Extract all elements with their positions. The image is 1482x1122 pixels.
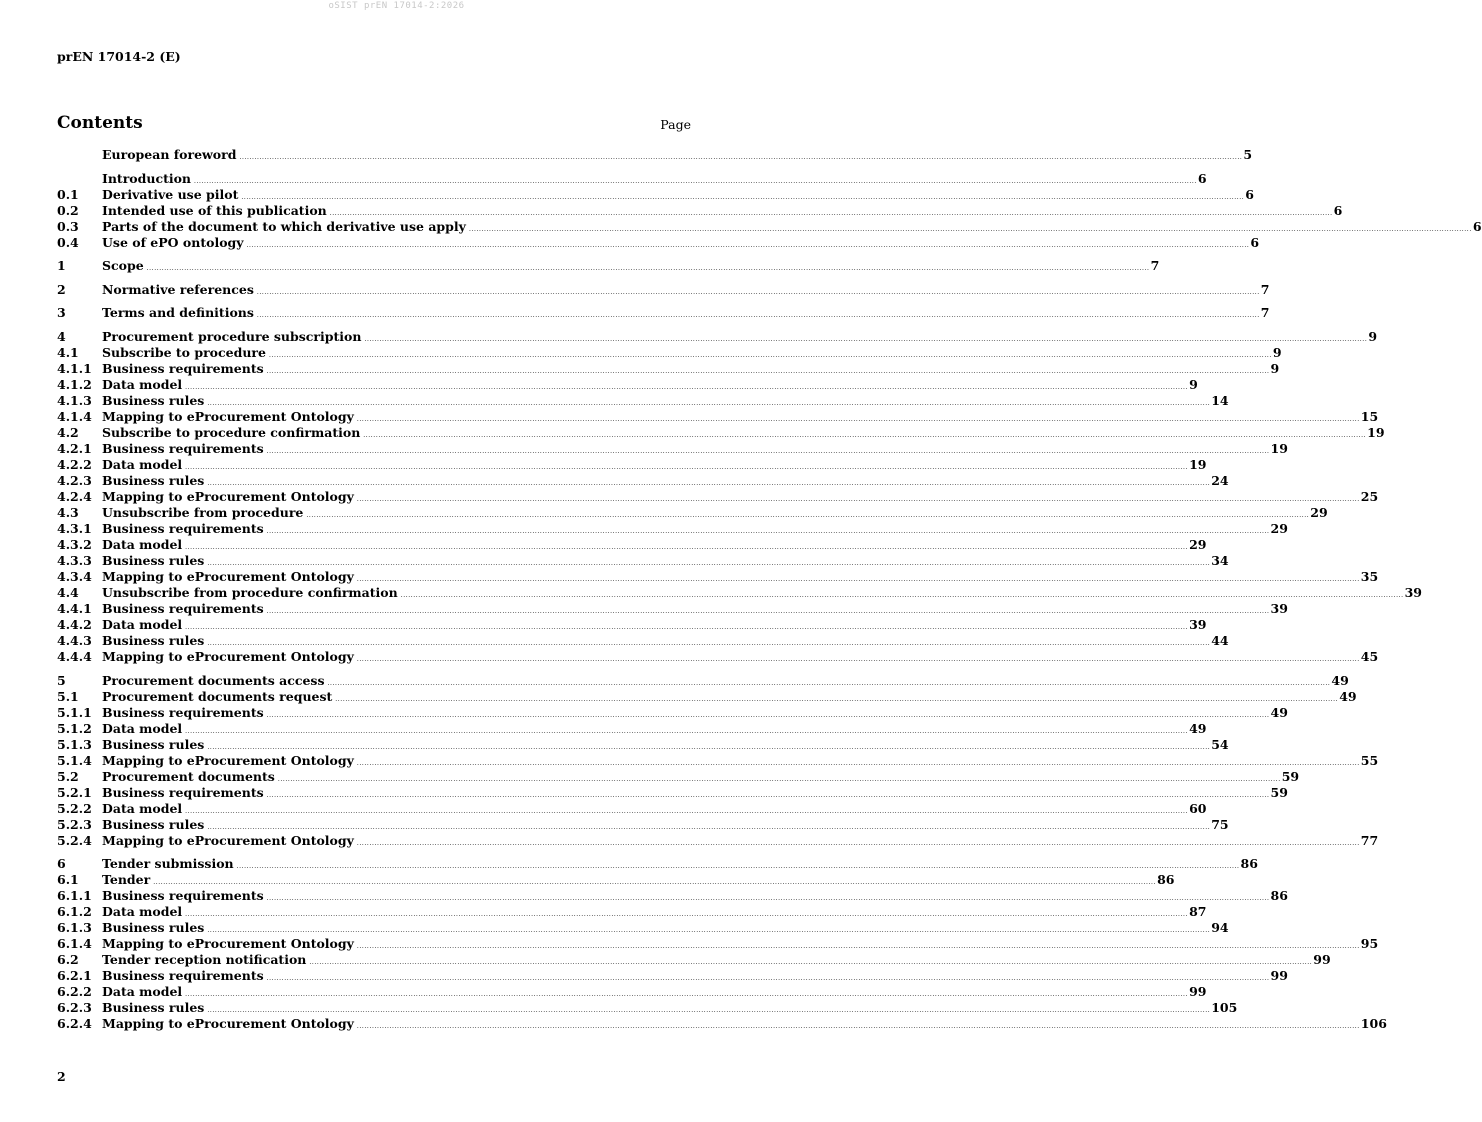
- toc-entry-page: 6: [1250, 234, 1260, 250]
- toc-entry[interactable]: [57, 392, 1229, 409]
- toc-entry-number: 4.3.4: [57, 568, 92, 584]
- toc-dot-leader: ................................................................................................................................................................................................................................................................................................................................................................................................................: [185, 543, 1189, 551]
- toc-entry-page: 106: [1360, 1016, 1387, 1032]
- toc-entry[interactable]: [57, 832, 1379, 849]
- toc-entry[interactable]: [57, 632, 1229, 649]
- toc-entry-title: Business requirements: [102, 784, 264, 800]
- toc-entry-page: 95: [1360, 936, 1379, 952]
- toc-entry-number: 4.3.1: [57, 520, 92, 536]
- toc-entry-number: 6.2.3: [57, 1000, 92, 1016]
- toc-dot-leader: ................................................................................................................................................................................................................................................................................................................................................................................................................: [356, 415, 1360, 423]
- toc-entry-page: 25: [1360, 488, 1379, 504]
- toc-entry-number: 0.4: [57, 234, 79, 250]
- toc-entry[interactable]: [57, 616, 1207, 633]
- toc-entry-number: 6.1: [57, 872, 79, 888]
- toc-entry[interactable]: [57, 872, 1175, 888]
- toc-entry[interactable]: [57, 816, 1229, 833]
- toc-entry-title: Data model: [102, 456, 183, 472]
- toc-entry-number: 4.4: [57, 584, 79, 600]
- toc-entry-number: 6.2.1: [57, 968, 92, 984]
- toc-entry[interactable]: [57, 672, 1349, 689]
- toc-dot-leader: ................................................................................................................................................................................................................................................................................................................................................................................................................: [266, 607, 1270, 615]
- toc-entry-page: 7: [1150, 258, 1160, 274]
- toc-dot-leader: ................................................................................................................................................................................................................................................................................................................................................................................................................: [185, 463, 1189, 471]
- toc-dot-leader: ................................................................................................................................................................................................................................................................................................................................................................................................................: [236, 863, 1240, 871]
- toc-entry-title: European foreword: [102, 147, 237, 162]
- toc-entry[interactable]: [57, 440, 1288, 457]
- toc-dot-leader: ................................................................................................................................................................................................................................................................................................................................................................................................................: [268, 351, 1272, 359]
- toc-dot-leader: ................................................................................................................................................................................................................................................................................................................................................................................................................: [356, 655, 1360, 663]
- toc-entry-title: Subscribe to procedure confirmation: [102, 424, 361, 440]
- toc-entry-page: 9: [1270, 360, 1280, 376]
- toc-dot-leader: ................................................................................................................................................................................................................................................................................................................................................................................................................: [356, 1023, 1360, 1031]
- toc-entry-page: 7: [1260, 305, 1270, 321]
- toc-entry[interactable]: [57, 147, 1253, 163]
- toc-entry[interactable]: [57, 456, 1207, 473]
- toc-dot-leader: ................................................................................................................................................................................................................................................................................................................................................................................................................: [364, 335, 1368, 343]
- toc-entry-page: 49: [1189, 720, 1207, 736]
- toc-entry-title: Unsubscribe from procedure: [102, 504, 304, 520]
- toc-entry-page: 39: [1189, 616, 1207, 632]
- toc-entry-number: 2: [57, 281, 66, 297]
- toc-entry-page: 55: [1360, 752, 1379, 768]
- toc-entry-page: 44: [1211, 632, 1229, 648]
- toc-entry[interactable]: [57, 984, 1207, 1000]
- toc-entry-page: 15: [1360, 408, 1379, 424]
- toc-entry-page: 9: [1272, 344, 1282, 360]
- toc-entry-number: 5.2.1: [57, 784, 92, 800]
- toc-dot-leader: ................................................................................................................................................................................................................................................................................................................................................................................................................: [246, 241, 1250, 249]
- toc-entry[interactable]: [57, 488, 1379, 505]
- toc-entry-title: Business rules: [102, 1000, 205, 1016]
- toc-entry-title: Unsubscribe from procedure confirmation: [102, 584, 398, 600]
- toc-entry[interactable]: [57, 504, 1328, 521]
- toc-entry-number: 6.1.1: [57, 888, 92, 904]
- toc-entry-title: Tender reception notification: [102, 952, 307, 968]
- toc-entry[interactable]: [57, 904, 1207, 920]
- toc-entry[interactable]: [57, 218, 1482, 235]
- toc-dot-leader: ................................................................................................................................................................................................................................................................................................................................................................................................................: [207, 743, 1211, 751]
- toc-entry-title: Business requirements: [102, 888, 264, 904]
- toc-entry-number: 5.1.2: [57, 720, 92, 736]
- toc-entry-number: 5.1: [57, 688, 79, 704]
- toc-entry-number: 4.2.1: [57, 440, 92, 456]
- toc-entry-title: Procurement documents access: [102, 672, 325, 688]
- toc-entry-title: Business rules: [102, 816, 205, 832]
- toc-entry-page: 86: [1157, 872, 1175, 888]
- toc-entry-number: 5: [57, 672, 66, 688]
- toc-dot-leader: ................................................................................................................................................................................................................................................................................................................................................................................................................: [306, 511, 1310, 519]
- toc-entry-page: 59: [1270, 784, 1288, 800]
- toc-entry-number: 4.2.3: [57, 472, 92, 488]
- toc-dot-leader: ................................................................................................................................................................................................................................................................................................................................................................................................................: [266, 975, 1270, 983]
- toc-entry-title: Mapping to eProcurement Ontology: [102, 752, 354, 768]
- toc-entry-page: 39: [1404, 584, 1422, 600]
- toc-entry-page: 29: [1189, 536, 1207, 552]
- toc-entry-title: Intended use of this publication: [102, 202, 327, 218]
- toc-entry[interactable]: [57, 856, 1258, 872]
- toc-entry-page: 6: [1333, 202, 1343, 218]
- toc-entry[interactable]: [57, 736, 1229, 753]
- toc-entry-page: 59: [1281, 768, 1300, 784]
- toc-dot-leader: ................................................................................................................................................................................................................................................................................................................................................................................................................: [185, 991, 1189, 999]
- toc-entry[interactable]: [57, 520, 1288, 537]
- toc-entry-page: 9: [1189, 376, 1198, 392]
- toc-entry-page: 49: [1339, 688, 1357, 704]
- toc-entry-number: 4.1.1: [57, 360, 92, 376]
- toc-entry-title: Business rules: [102, 472, 205, 488]
- document-id: prEN 17014-2 (E): [57, 49, 181, 64]
- toc-dot-leader: ................................................................................................................................................................................................................................................................................................................................................................................................................: [185, 623, 1189, 631]
- toc-entry-number: 6: [57, 856, 66, 872]
- toc-dot-leader: ................................................................................................................................................................................................................................................................................................................................................................................................................: [146, 265, 1150, 273]
- toc-entry-title: Normative references: [102, 281, 254, 297]
- toc-dot-leader: ................................................................................................................................................................................................................................................................................................................................................................................................................: [207, 927, 1211, 935]
- toc-entry-page: 14: [1211, 392, 1229, 408]
- toc-entry[interactable]: [57, 281, 1270, 298]
- toc-entry[interactable]: [57, 170, 1207, 187]
- toc-entry-page: 60: [1189, 800, 1207, 816]
- toc-entry-number: 5.1.3: [57, 736, 92, 752]
- toc-entry[interactable]: [57, 704, 1288, 721]
- toc-entry[interactable]: [57, 600, 1288, 617]
- toc-entry-page: 6: [1245, 186, 1254, 202]
- toc-dot-leader: ................................................................................................................................................................................................................................................................................................................................................................................................................: [207, 639, 1211, 647]
- toc-entry-title: Data model: [102, 376, 183, 392]
- toc-dot-leader: ................................................................................................................................................................................................................................................................................................................................................................................................................: [266, 447, 1270, 455]
- toc-entry-number: 4.3: [57, 504, 79, 520]
- toc-dot-leader: ................................................................................................................................................................................................................................................................................................................................................................................................................: [207, 479, 1211, 487]
- toc-entry-page: 77: [1360, 832, 1379, 848]
- toc-entry-title: Business rules: [102, 392, 205, 408]
- toc-entry-number: 6.1.2: [57, 904, 92, 920]
- toc-entry-title: Data model: [102, 904, 183, 920]
- toc-dot-leader: ................................................................................................................................................................................................................................................................................................................................................................................................................: [266, 791, 1270, 799]
- toc-entry-page: 39: [1270, 600, 1288, 616]
- toc-entry-page: 7: [1260, 281, 1270, 297]
- toc-entry[interactable]: [57, 344, 1282, 361]
- toc-entry-page: 45: [1360, 648, 1379, 664]
- toc-entry[interactable]: [57, 768, 1300, 785]
- page-number: 2: [57, 1069, 66, 1084]
- toc-entry-title: Procurement documents request: [102, 688, 333, 704]
- toc-entry-title: Procurement procedure subscription: [102, 328, 362, 344]
- toc-dot-leader: ................................................................................................................................................................................................................................................................................................................................................................................................................: [309, 959, 1313, 967]
- toc-entry[interactable]: [57, 424, 1385, 441]
- toc-entry-page: 5: [1243, 147, 1253, 162]
- toc-entry-title: Business rules: [102, 632, 205, 648]
- toc-entry-title: Business rules: [102, 920, 205, 936]
- toc-entry[interactable]: [57, 234, 1260, 251]
- toc-entry-page: 75: [1211, 816, 1229, 832]
- toc-entry[interactable]: [57, 800, 1207, 817]
- toc-entry-page: 105: [1211, 1000, 1238, 1016]
- toc-entry-number: 4.2.4: [57, 488, 92, 504]
- toc-entry[interactable]: [57, 568, 1379, 585]
- toc-entry-title: Business requirements: [102, 968, 264, 984]
- toc-entry-title: Parts of the document to which derivative use apply: [102, 218, 466, 234]
- toc-entry-title: Terms and definitions: [102, 305, 254, 321]
- toc-entry-number: 4.1.4: [57, 408, 92, 424]
- toc-entry-number: 5.1.4: [57, 752, 92, 768]
- toc-dot-leader: ................................................................................................................................................................................................................................................................................................................................................................................................................: [356, 943, 1360, 951]
- page-column-label: Page: [660, 117, 691, 132]
- toc-entry[interactable]: [57, 648, 1379, 665]
- toc-dot-leader: ................................................................................................................................................................................................................................................................................................................................................................................................................: [207, 399, 1211, 407]
- toc-entry-number: 6.2.2: [57, 984, 92, 1000]
- toc-entry[interactable]: [57, 360, 1280, 377]
- toc-entry-page: 49: [1270, 704, 1288, 720]
- toc-entry[interactable]: [57, 472, 1229, 489]
- toc-entry-title: Mapping to eProcurement Ontology: [102, 832, 354, 848]
- toc-entry[interactable]: [57, 784, 1288, 801]
- toc-entry-page: 6: [1472, 218, 1482, 234]
- toc-entry-title: Introduction: [102, 170, 192, 186]
- toc-dot-leader: ................................................................................................................................................................................................................................................................................................................................................................................................................: [356, 495, 1360, 503]
- toc-entry-title: Mapping to eProcurement Ontology: [102, 1016, 354, 1032]
- toc-entry-number: 5.2.4: [57, 832, 92, 848]
- toc-entry-title: Data model: [102, 720, 183, 736]
- toc-entry-number: 4.4.1: [57, 600, 92, 616]
- table-of-contents: [57, 147, 1482, 1032]
- toc-entry-page: 86: [1270, 888, 1288, 904]
- toc-entry-title: Data model: [102, 984, 183, 1000]
- toc-entry-number: 4.4.2: [57, 616, 92, 632]
- toc-entry[interactable]: [57, 752, 1379, 769]
- toc-dot-leader: ................................................................................................................................................................................................................................................................................................................................................................................................................: [256, 312, 1260, 320]
- toc-dot-leader: ................................................................................................................................................................................................................................................................................................................................................................................................................: [185, 807, 1189, 815]
- toc-entry-page: 29: [1270, 520, 1288, 536]
- toc-dot-leader: ................................................................................................................................................................................................................................................................................................................................................................................................................: [266, 527, 1270, 535]
- toc-entry-number: 1: [57, 258, 66, 274]
- toc-entry[interactable]: [57, 186, 1254, 203]
- toc-entry[interactable]: [57, 584, 1422, 601]
- toc-entry[interactable]: [57, 888, 1288, 904]
- toc-dot-leader: ................................................................................................................................................................................................................................................................................................................................................................................................................: [256, 288, 1260, 296]
- toc-entry-page: 29: [1310, 504, 1328, 520]
- toc-entry-number: 4.3.2: [57, 536, 92, 552]
- toc-entry-number: 6.1.3: [57, 920, 92, 936]
- toc-entry[interactable]: [57, 305, 1270, 321]
- toc-entry-title: Derivative use pilot: [102, 186, 239, 202]
- contents-header: [57, 113, 691, 135]
- toc-dot-leader: ................................................................................................................................................................................................................................................................................................................................................................................................................: [207, 1007, 1211, 1015]
- toc-entry-page: 19: [1270, 440, 1288, 456]
- toc-entry-number: 4.3.3: [57, 552, 92, 568]
- toc-entry-page: 24: [1211, 472, 1229, 488]
- toc-entry[interactable]: [57, 688, 1357, 705]
- toc-entry[interactable]: [57, 968, 1288, 984]
- toc-dot-leader: ................................................................................................................................................................................................................................................................................................................................................................................................................: [356, 839, 1360, 847]
- toc-entry[interactable]: [57, 720, 1207, 737]
- toc-entry-number: 0.1: [57, 186, 79, 202]
- toc-entry-number: 4.2: [57, 424, 79, 440]
- toc-entry-title: Mapping to eProcurement Ontology: [102, 648, 354, 664]
- toc-entry-number: 4.4.4: [57, 648, 92, 664]
- toc-entry-page: 9: [1368, 328, 1378, 344]
- toc-entry[interactable]: [57, 552, 1229, 569]
- toc-entry-title: Business rules: [102, 552, 205, 568]
- toc-entry-title: Data model: [102, 536, 183, 552]
- toc-entry[interactable]: [57, 952, 1331, 968]
- toc-entry-title: Business requirements: [102, 704, 264, 720]
- toc-dot-leader: ................................................................................................................................................................................................................................................................................................................................................................................................................: [207, 559, 1211, 567]
- toc-entry-number: 4.1.2: [57, 376, 92, 392]
- toc-dot-leader: ................................................................................................................................................................................................................................................................................................................................................................................................................: [185, 727, 1189, 735]
- toc-dot-leader: ................................................................................................................................................................................................................................................................................................................................................................................................................: [185, 383, 1189, 391]
- toc-entry-number: 4.2.2: [57, 456, 92, 472]
- toc-entry-title: Data model: [102, 800, 183, 816]
- toc-entry-page: 99: [1189, 984, 1207, 1000]
- toc-entry-number: 6.2.4: [57, 1016, 92, 1032]
- toc-entry-number: 4.4.3: [57, 632, 92, 648]
- toc-entry-title: Procurement documents: [102, 768, 275, 784]
- toc-entry[interactable]: [57, 408, 1379, 425]
- toc-entry-page: 54: [1211, 736, 1229, 752]
- toc-entry-number: 5.2.2: [57, 800, 92, 816]
- toc-entry-page: 99: [1313, 952, 1331, 968]
- toc-entry-page: 19: [1189, 456, 1207, 472]
- toc-dot-leader: ................................................................................................................................................................................................................................................................................................................................................................................................................: [335, 695, 1339, 703]
- watermark: oSIST prEN 17014-2:2026: [328, 1, 465, 11]
- toc-entry-title: Business requirements: [102, 360, 264, 376]
- toc-entry-page: 35: [1360, 568, 1379, 584]
- toc-entry-title: Business rules: [102, 736, 205, 752]
- toc-entry-page: 94: [1211, 920, 1229, 936]
- toc-dot-leader: ................................................................................................................................................................................................................................................................................................................................................................................................................: [266, 367, 1270, 375]
- toc-entry-page: 19: [1367, 424, 1385, 440]
- toc-dot-leader: ................................................................................................................................................................................................................................................................................................................................................................................................................: [194, 177, 1197, 185]
- toc-entry[interactable]: [57, 376, 1198, 393]
- toc-entry-number: 5.2: [57, 768, 79, 784]
- toc-entry-title: Mapping to eProcurement Ontology: [102, 408, 354, 424]
- toc-entry-title: Business requirements: [102, 520, 264, 536]
- toc-entry[interactable]: [57, 1000, 1238, 1016]
- toc-entry-number: 4.1.3: [57, 392, 92, 408]
- toc-entry-number: 4.1: [57, 344, 79, 360]
- toc-dot-leader: ................................................................................................................................................................................................................................................................................................................................................................................................................: [266, 711, 1270, 719]
- toc-entry-page: 34: [1211, 552, 1229, 568]
- toc-dot-leader: ................................................................................................................................................................................................................................................................................................................................................................................................................: [468, 225, 1472, 233]
- toc-entry-title: Data model: [102, 616, 183, 632]
- toc-entry[interactable]: [57, 536, 1207, 553]
- toc-entry-number: 0.3: [57, 218, 79, 234]
- toc-entry-page: 49: [1331, 672, 1349, 688]
- toc-entry[interactable]: [57, 1016, 1387, 1032]
- toc-entry-title: Tender: [102, 872, 151, 888]
- toc-dot-leader: ................................................................................................................................................................................................................................................................................................................................................................................................................: [185, 911, 1189, 919]
- toc-dot-leader: ................................................................................................................................................................................................................................................................................................................................................................................................................: [266, 895, 1270, 903]
- toc-dot-leader: ................................................................................................................................................................................................................................................................................................................................................................................................................: [277, 775, 1281, 783]
- toc-entry-number: 0.2: [57, 202, 79, 218]
- toc-entry[interactable]: [57, 328, 1378, 345]
- toc-entry-number: 5.1.1: [57, 704, 92, 720]
- toc-entry-number: 4: [57, 328, 66, 344]
- toc-dot-leader: ................................................................................................................................................................................................................................................................................................................................................................................................................: [153, 879, 1157, 887]
- toc-entry-title: Business requirements: [102, 440, 264, 456]
- toc-dot-leader: ................................................................................................................................................................................................................................................................................................................................................................................................................: [363, 431, 1367, 439]
- toc-dot-leader: ................................................................................................................................................................................................................................................................................................................................................................................................................: [329, 209, 1333, 217]
- toc-entry-page: 87: [1189, 904, 1207, 920]
- toc-entry-page: 86: [1240, 856, 1258, 872]
- toc-dot-leader: ................................................................................................................................................................................................................................................................................................................................................................................................................: [400, 591, 1404, 599]
- toc-entry-page: 6: [1197, 170, 1207, 186]
- toc-entry-title: Use of ePO ontology: [102, 234, 244, 250]
- toc-entry-title: Mapping to eProcurement Ontology: [102, 568, 354, 584]
- toc-entry-number: 5.2.3: [57, 816, 92, 832]
- toc-dot-leader: ................................................................................................................................................................................................................................................................................................................................................................................................................: [356, 575, 1360, 583]
- toc-entry-page: 99: [1270, 968, 1288, 984]
- toc-entry-title: Mapping to eProcurement Ontology: [102, 488, 354, 504]
- toc-dot-leader: ................................................................................................................................................................................................................................................................................................................................................................................................................: [239, 154, 1243, 161]
- toc-entry[interactable]: [57, 202, 1343, 219]
- toc-entry-title: Mapping to eProcurement Ontology: [102, 936, 354, 952]
- toc-entry[interactable]: [57, 920, 1229, 936]
- toc-entry-title: Scope: [102, 258, 144, 274]
- toc-dot-leader: ................................................................................................................................................................................................................................................................................................................................................................................................................: [356, 759, 1360, 767]
- toc-dot-leader: ................................................................................................................................................................................................................................................................................................................................................................................................................: [241, 193, 1245, 201]
- toc-entry[interactable]: [57, 936, 1379, 952]
- toc-entry[interactable]: [57, 258, 1160, 274]
- toc-entry-number: 6.2: [57, 952, 79, 968]
- toc-entry-number: 6.1.4: [57, 936, 92, 952]
- toc-dot-leader: ................................................................................................................................................................................................................................................................................................................................................................................................................: [207, 823, 1211, 831]
- toc-entry-title: Tender submission: [102, 856, 234, 872]
- contents-title: Contents: [57, 113, 143, 133]
- toc-entry-title: Business requirements: [102, 600, 264, 616]
- toc-entry-number: 3: [57, 305, 66, 321]
- toc-dot-leader: ................................................................................................................................................................................................................................................................................................................................................................................................................: [327, 679, 1331, 687]
- toc-entry-title: Subscribe to procedure: [102, 344, 266, 360]
